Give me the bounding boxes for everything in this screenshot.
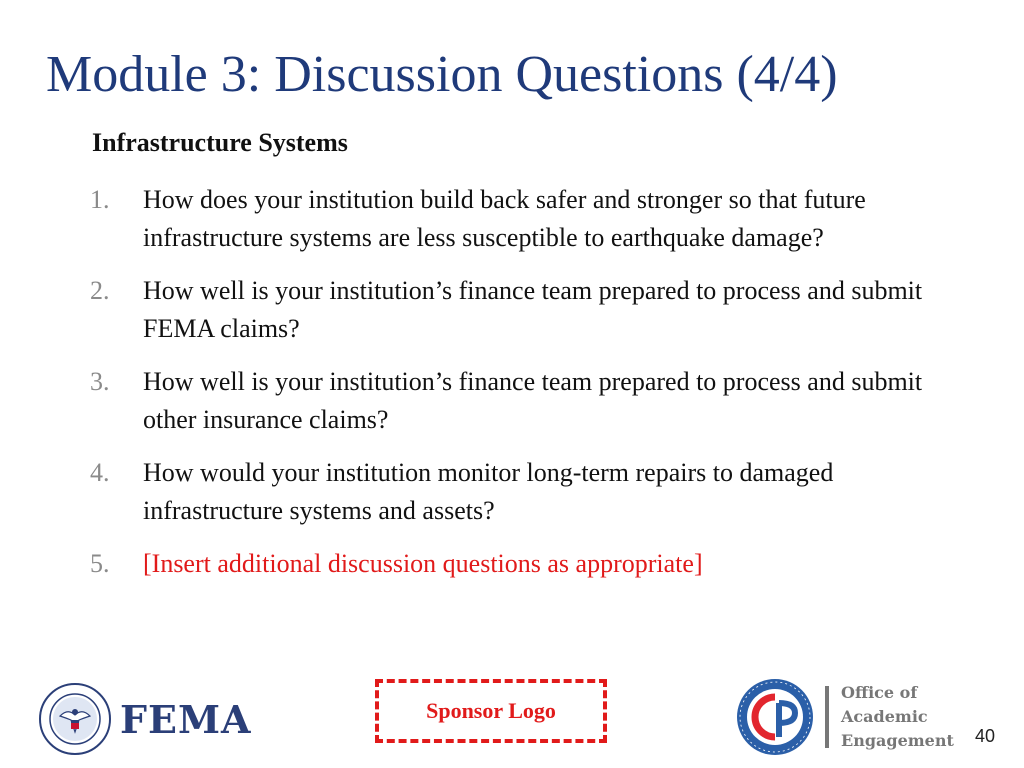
question-number: 1. bbox=[90, 185, 110, 214]
office-line: Engagement bbox=[841, 731, 954, 750]
fema-logo bbox=[38, 682, 252, 756]
question-item bbox=[90, 272, 950, 348]
question-text: How does your institution build back safer and stronger so that future infrastructure systems are less susceptible to earthquake damage? bbox=[143, 185, 866, 252]
slide-title: Module 3: Discussion Questions (4/4) bbox=[46, 46, 838, 103]
dhs-seal-icon bbox=[38, 682, 112, 756]
office-name bbox=[841, 681, 954, 753]
question-text: How well is your institution’s finance team prepared to process and submit FEMA claims? bbox=[143, 276, 923, 343]
campus-resilience-seal-icon bbox=[735, 677, 815, 757]
office-line: Office of bbox=[841, 683, 918, 702]
question-item bbox=[90, 363, 950, 439]
question-placeholder-text: [Insert additional discussion questions as appropriate] bbox=[143, 549, 703, 578]
section-heading: Infrastructure Systems bbox=[92, 128, 348, 157]
page-number: 40 bbox=[975, 726, 996, 746]
question-item-placeholder bbox=[90, 545, 950, 583]
office-line: Academic bbox=[841, 707, 928, 726]
question-text: How well is your institution’s finance team prepared to process and submit other insurance claims? bbox=[143, 367, 923, 434]
question-text: How would your institution monitor long-term repairs to damaged infrastructure systems and assets? bbox=[143, 458, 834, 525]
question-number: 2. bbox=[90, 276, 110, 305]
question-list bbox=[90, 181, 950, 598]
office-academic-engagement-logo bbox=[735, 677, 954, 757]
question-number: 3. bbox=[90, 367, 110, 396]
sponsor-logo-placeholder bbox=[375, 679, 607, 743]
question-number: 5. bbox=[90, 549, 110, 578]
question-number: 4. bbox=[90, 458, 110, 487]
divider bbox=[825, 686, 829, 748]
sponsor-logo-label: Sponsor Logo bbox=[426, 698, 556, 723]
question-item bbox=[90, 181, 950, 257]
question-item bbox=[90, 454, 950, 530]
fema-wordmark: FEMA bbox=[120, 696, 252, 742]
